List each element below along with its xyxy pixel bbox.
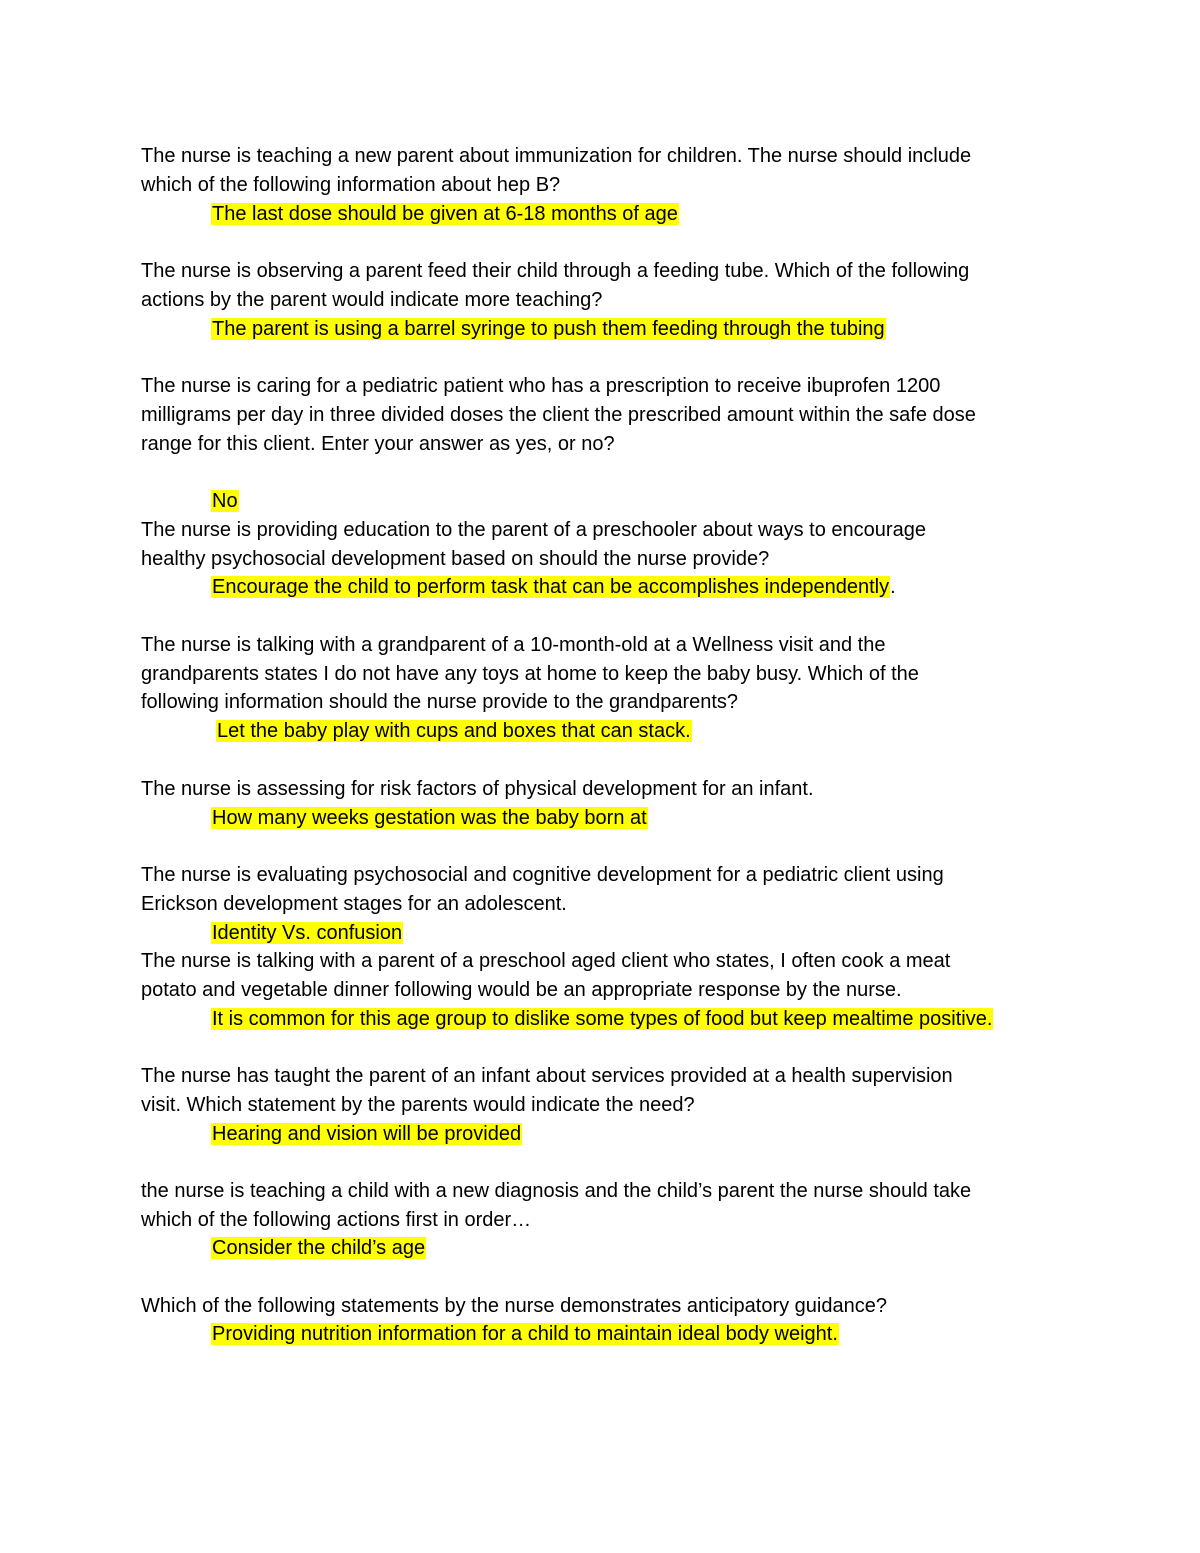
answer-line: [211, 919, 403, 947]
answer-line: [211, 487, 239, 515]
question-line: potato and vegetable dinner following would be an appropriate response by the nurse.: [141, 979, 902, 1001]
question-line: The nurse is providing education to the parent of a preschooler about ways to encourage: [141, 519, 926, 541]
answer-line: [211, 573, 896, 601]
question-line: visit. Which statement by the parents would indicate the need?: [141, 1094, 695, 1116]
answer-line: [211, 804, 648, 832]
question-line: Which of the following statements by the nurse demonstrates anticipatory guidance?: [141, 1295, 887, 1317]
answer-line: [211, 315, 886, 343]
question-line: The nurse is talking with a grandparent of a 10-month-old at a Wellness visit and the: [141, 634, 886, 656]
question-line: The nurse is talking with a parent of a preschool aged client who states, I often cook a meat: [141, 950, 951, 972]
question-line: actions by the parent would indicate more teaching?: [141, 289, 603, 311]
answer-line: [211, 1005, 993, 1033]
question-line: which of the following actions first in order…: [141, 1209, 532, 1231]
answer-line: [211, 1234, 426, 1262]
answer-line: [211, 1320, 839, 1348]
highlighted-answer: The last dose should be given at 6-18 months of age: [212, 203, 678, 225]
answer-line: [211, 1120, 522, 1148]
question-line: milligrams per day in three divided doses the client the prescribed amount within the safe dose: [141, 404, 976, 426]
question-line: healthy psychosocial development based on should the nurse provide?: [141, 548, 770, 570]
highlighted-answer: Hearing and vision will be provided: [212, 1123, 522, 1145]
question-line: range for this client. Enter your answer as yes, or no?: [141, 433, 615, 455]
highlighted-answer: Encourage the child to perform task that can be accomplishes independently: [212, 576, 890, 598]
question-line: grandparents states I do not have any toys at home to keep the baby busy. Which of the: [141, 663, 919, 685]
highlighted-answer: No: [212, 490, 238, 512]
question-line: The nurse is evaluating psychosocial and cognitive development for a pediatric client using: [141, 864, 944, 886]
answer-line: [211, 200, 679, 228]
question-line: the nurse is teaching a child with a new diagnosis and the child’s parent the nurse should take: [141, 1180, 972, 1202]
highlighted-answer: Providing nutrition information for a child to maintain ideal body weight.: [212, 1323, 838, 1345]
question-line: The nurse is observing a parent feed their child through a feeding tube. Which of the following: [141, 260, 970, 282]
question-line: following information should the nurse provide to the grandparents?: [141, 691, 739, 713]
highlighted-answer: How many weeks gestation was the baby born at: [212, 807, 647, 829]
answer-suffix: .: [890, 576, 896, 598]
question-line: The nurse is teaching a new parent about immunization for children. The nurse should include: [141, 145, 972, 167]
question-line: Erickson development stages for an adolescent.: [141, 893, 567, 915]
question-line: The nurse has taught the parent of an infant about services provided at a health supervision: [141, 1065, 953, 1087]
question-line: The nurse is caring for a pediatric patient who has a prescription to receive ibuprofen 1200: [141, 375, 941, 397]
highlighted-answer: Let the baby play with cups and boxes that can stack.: [217, 720, 691, 742]
answer-line: [216, 717, 692, 745]
highlighted-answer: Consider the child’s age: [212, 1237, 426, 1259]
highlighted-answer: The parent is using a barrel syringe to push them feeding through the tubing: [212, 318, 885, 340]
question-line: The nurse is assessing for risk factors of physical development for an infant.: [141, 778, 814, 800]
highlighted-answer: Identity Vs. confusion: [212, 922, 403, 944]
highlighted-answer: It is common for this age group to dislike some types of food but keep mealtime positive.: [212, 1008, 993, 1030]
question-line: which of the following information about hep B?: [141, 174, 561, 196]
